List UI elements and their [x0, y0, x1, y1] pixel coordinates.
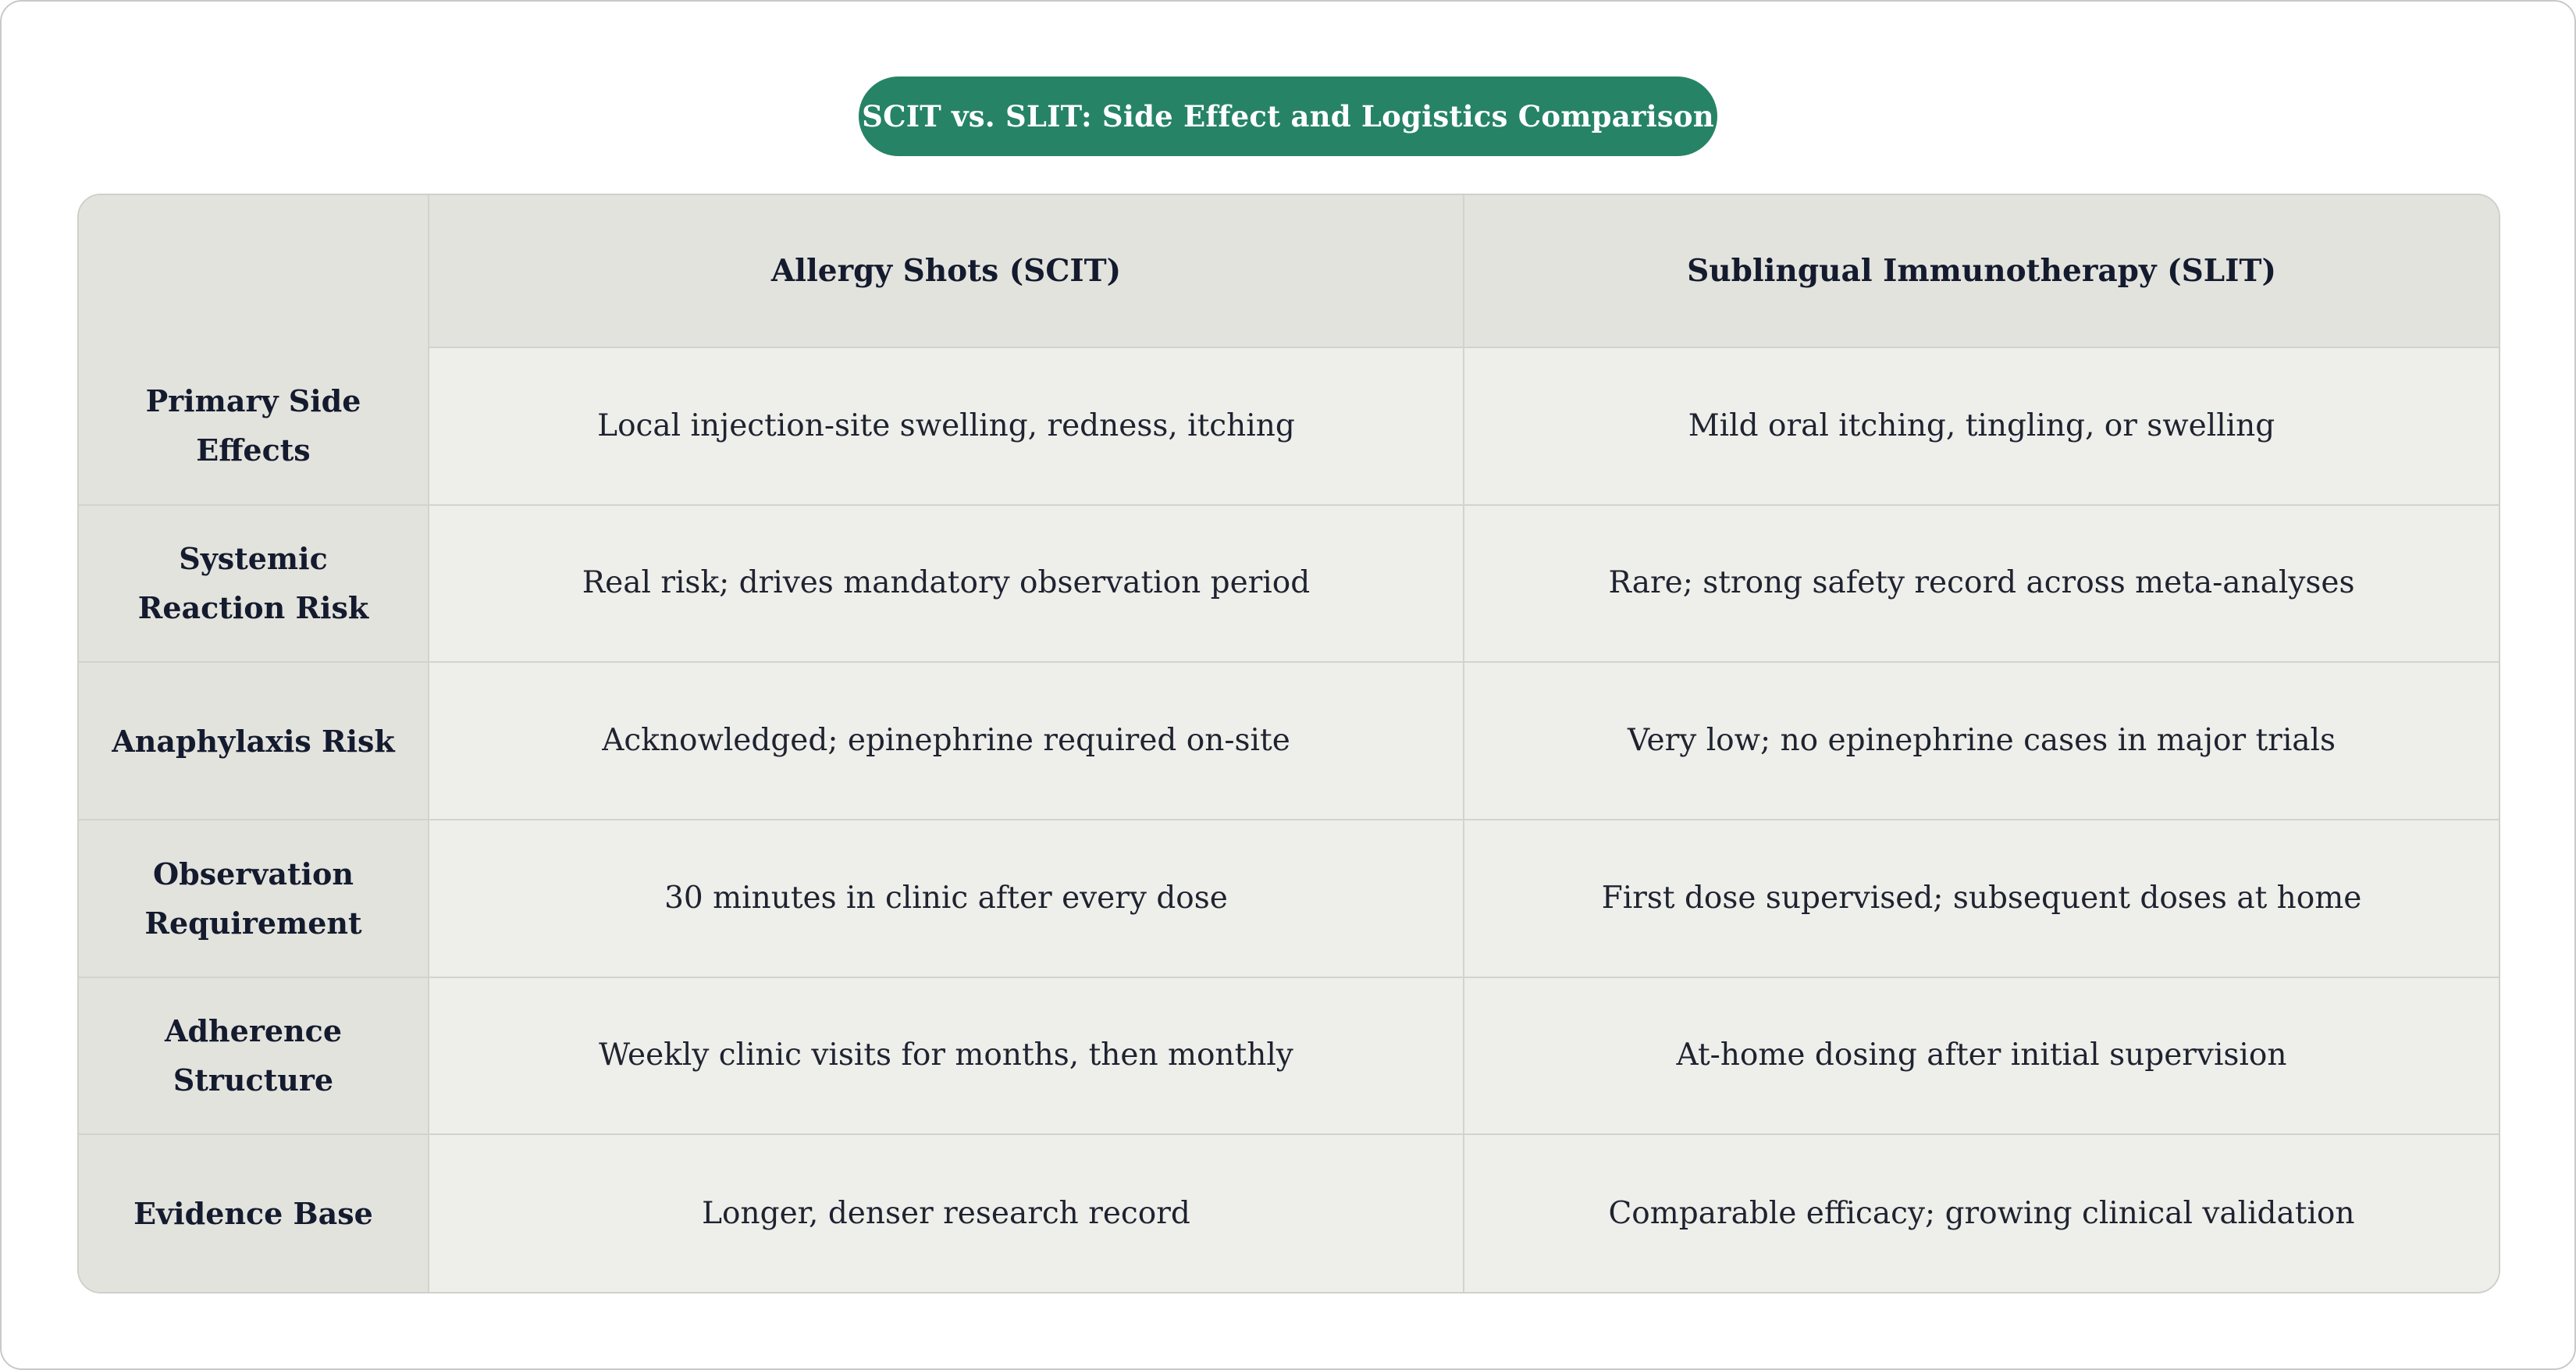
row-label: Anaphylaxis Risk: [79, 662, 429, 820]
slit-cell: Rare; strong safety record across meta-analyses: [1464, 505, 2499, 663]
comparison-table-container: [77, 194, 2500, 1293]
row-label: Evidence Base: [79, 1134, 429, 1292]
table-row: [79, 505, 2499, 663]
slit-cell: First dose supervised; subsequent doses at home: [1464, 820, 2499, 977]
table-row: [79, 977, 2499, 1135]
slit-cell: At-home dosing after initial supervision: [1464, 977, 2499, 1135]
row-label: Observation Requirement: [79, 820, 429, 977]
scit-cell: Weekly clinic visits for months, then monthly: [429, 977, 1464, 1135]
table-row: [79, 347, 2499, 505]
table-row: [79, 662, 2499, 820]
slit-cell: Very low; no epinephrine cases in major trials: [1464, 662, 2499, 820]
scit-cell: Acknowledged; epinephrine required on-site: [429, 662, 1464, 820]
row-label: Primary Side Effects: [79, 347, 429, 505]
scit-cell: Local injection-site swelling, redness, itching: [429, 347, 1464, 505]
slit-cell: Comparable efficacy; growing clinical validation: [1464, 1134, 2499, 1292]
header-scit: Allergy Shots (SCIT): [429, 195, 1464, 347]
scit-cell: Longer, denser research record: [429, 1134, 1464, 1292]
table-row: [79, 1134, 2499, 1292]
scit-cell: Real risk; drives mandatory observation period: [429, 505, 1464, 663]
page-title: SCIT vs. SLIT: Side Effect and Logistics Comparison: [859, 77, 1717, 156]
table-header-row: [79, 195, 2499, 347]
row-label: Systemic Reaction Risk: [79, 505, 429, 663]
table-row: [79, 820, 2499, 977]
header-corner-cell: [79, 195, 429, 347]
row-label: Adherence Structure: [79, 977, 429, 1135]
scit-cell: 30 minutes in clinic after every dose: [429, 820, 1464, 977]
slit-cell: Mild oral itching, tingling, or swelling: [1464, 347, 2499, 505]
header-slit: Sublingual Immunotherapy (SLIT): [1464, 195, 2499, 347]
comparison-table: [79, 195, 2499, 1292]
